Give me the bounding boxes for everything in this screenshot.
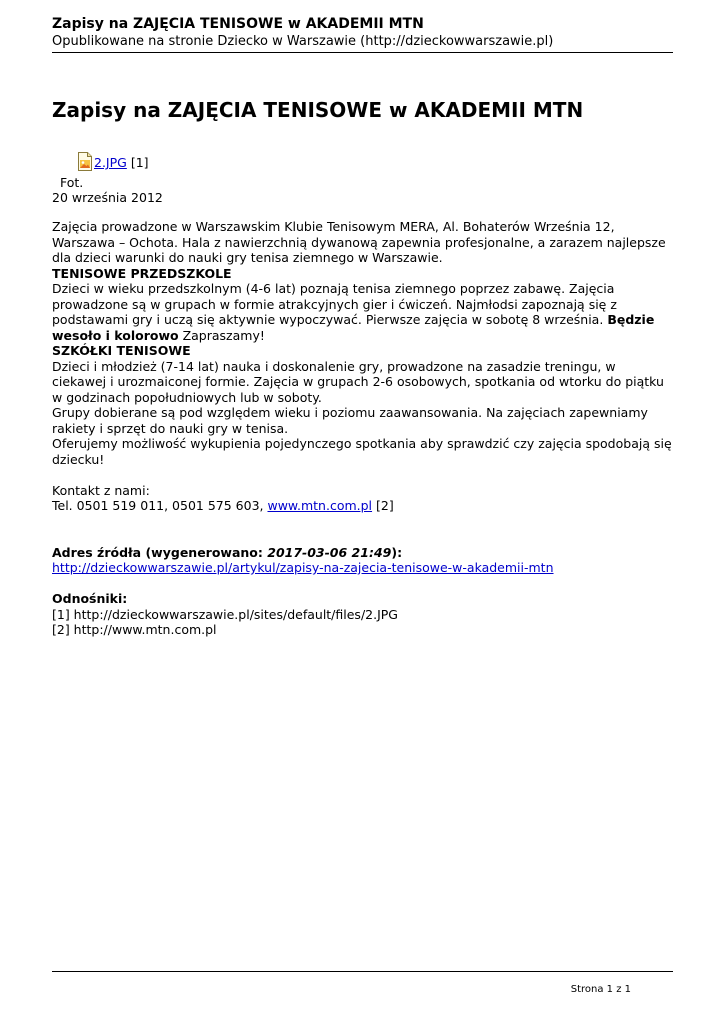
intro-paragraph: Zajęcia prowadzone w Warszawskim Klubie Tenisowym MERA, Al. Bohaterów Września 12, Warszawa – Ochota. Hala z nawierzchnią dywanową zapewnia profesjonalne, a zarazem najlepsze dla dzieci warunki do nauki gry tenisa ziemnego w Warszawie. [52,219,666,265]
publish-date: 20 września 2012 [52,190,163,205]
source-generated-date: 2017-03-06 21:49 [267,544,392,560]
schools-paragraph-3: Oferujemy możliwość wykupienia pojedynczego spotkania aby sprawdzić czy zajęcia spodobają się dziecku! [52,436,672,467]
source-label-text: Adres źródła (wygenerowano: [52,544,268,560]
preschool-paragraph [52,281,673,343]
article-title: Zapisy na ZAJĘCIA TENISOWE w AKADEMII MTN [52,98,584,122]
preschool-invite: Zapraszamy! [182,327,265,343]
header-divider [52,52,673,53]
photo-caption: Fot. [60,175,84,190]
preschool-bold-text: Będzie wesoło i kolorowo [52,312,655,343]
image-reference: [1] [130,155,149,170]
source-label-end: ): [391,544,403,560]
image-attachment [78,152,149,171]
preschool-text: Dzieci w wieku przedszkolnym (4-6 lat) poznają tenisa ziemnego poprzez zabawę. Zajęcia prowadzone są w grupach w formie atrakcyjnych gier i ćwiczeń. Najmłodsi zapoznają się z podstawami gry i uczą się aktywnie wypoczywać. Pierwsze zajęcia w sobotę 8 września. [52,281,617,327]
image-link[interactable]: 2.JPG [94,155,127,170]
section-heading-schools: SZKÓŁKI TENISOWE [52,343,191,358]
contact-website-link[interactable]: www.mtn.com.pl [267,498,373,513]
references-heading: Odnośniki: [52,591,128,606]
page-number: Strona 1 z 1 [570,984,631,995]
contact-reference: [2] [376,498,394,513]
reference-item-2: [2] http://www.mtn.com.pl [52,622,217,637]
reference-item-1: [1] http://dzieckowwarszawie.pl/sites/default/files/2.JPG [52,606,398,622]
contact-label: Kontakt z nami: [52,482,150,498]
contact-line [52,498,673,514]
section-heading-preschool: TENISOWE PRZEDSZKOLE [52,265,232,281]
source-label [52,545,673,561]
source-url-link[interactable]: http://dzieckowwarszawie.pl/artykul/zapisy-na-zajecia-tenisowe-w-akademii-mtn [52,560,554,575]
article-body [52,219,673,638]
footer-divider [52,971,673,972]
header-title: Zapisy na ZAJĘCIA TENISOWE w AKADEMII MTN [52,16,424,32]
header-subtitle: Opublikowane na stronie Dziecko w Warszawie (http://dzieckowwarszawie.pl) [52,34,554,49]
contact-phones: Tel. 0501 519 011, 0501 575 603, [52,498,264,513]
image-file-icon[interactable] [78,152,92,171]
schools-paragraph-2: Grupy dobierane są pod względem wieku i poziomu zaawansowania. Na zajęciach zapewniamy rakiety i sprzęt do nauki gry w tenisa. [52,405,648,436]
schools-paragraph-1: Dzieci i młodzież (7-14 lat) nauka i doskonalenie gry, prowadzone na zasadzie treningu, w ciekawej i urozmaiconej formie. Zajęcia w grupach 2-6 osobowych, spotkania od wtorku do piątku w godzinach popołudniowych lub w soboty. [52,358,664,405]
